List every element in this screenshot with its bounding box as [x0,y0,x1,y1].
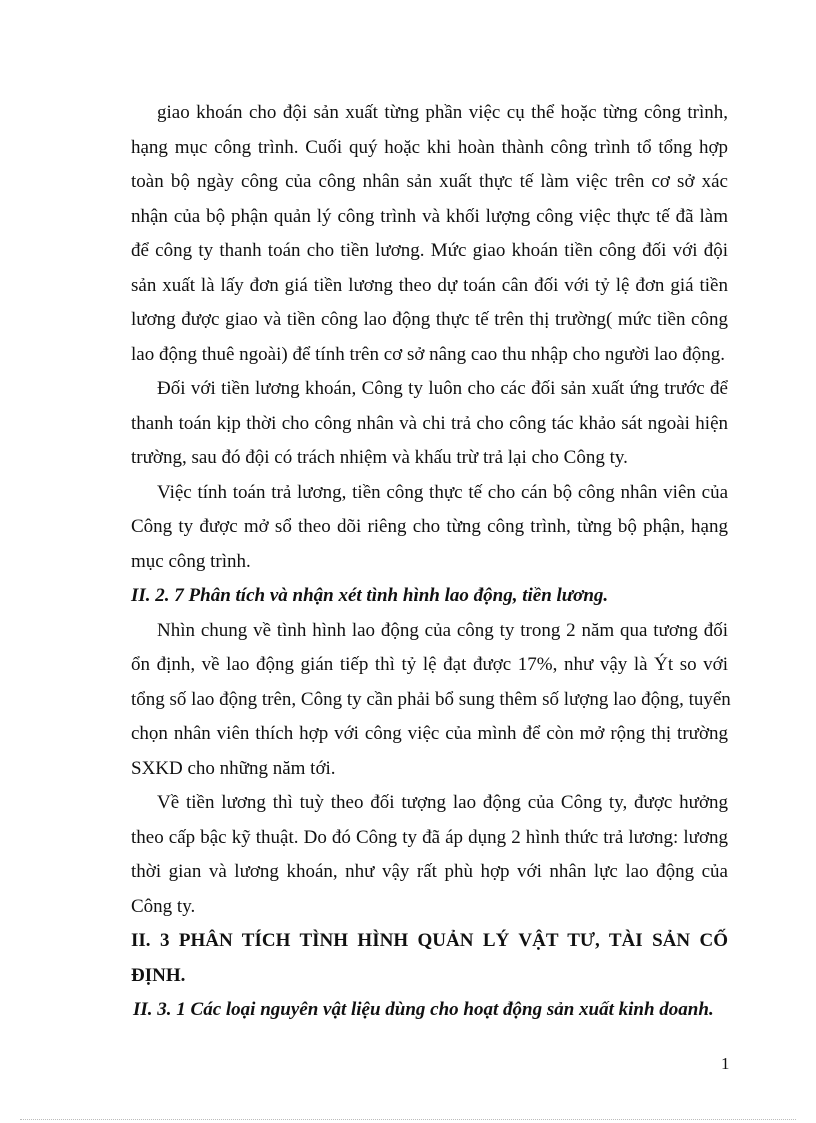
text-line: Công ty được mở sổ theo dõi riêng cho từng công trình, từng bộ phận, hạng [131,516,728,537]
text-line: giao khoán cho đội sản xuất từng phần việc cụ thể hoặc từng công trình, [157,102,728,123]
text-line: II. 2. 7 Phân tích và nhận xét tình hình lao động, tiền lương. [131,585,609,606]
paragraph [131,476,728,580]
chapter-heading [131,924,728,993]
text-line: Về tiền lương thì tuỳ theo đối tượng lao động của Công ty, được hưởng [157,792,728,813]
text-line: Công ty. [131,895,196,917]
text-line: Việc tính toán trả lương, tiền công thực tế cho cán bộ công nhân viên của [157,481,728,503]
text-line: ổn định, về lao động gián tiếp thì tỷ lệ đạt được 17%, như vậy là Ýt so với [131,654,728,675]
text-line: lương được giao và tiền công lao động thực tế trên thị trường( mức tiền công [131,309,728,330]
paragraph [131,786,728,924]
text-line: lao động thuê ngoài) để tính trên cơ sở nâng cao thu nhập cho người lao động. [131,343,725,365]
text-line: II. 3 PHÂN TÍCH TÌNH HÌNH QUẢN LÝ VẬT TƯ, TÀI SẢN CỐ [131,930,728,951]
text-line: Đối với tiền lương khoán, Công ty luôn cho các đối sản xuất ứng trước để [157,378,728,399]
text-line: thời gian và lương khoán, như vậy rất phù hợp với nhân lực lao động của [131,861,728,882]
paragraph [131,372,728,476]
text-line: nhận của bộ phận quản lý công trình và khối lượng công việc thực tế đã làm [131,205,728,227]
page-bottom-divider [20,1119,796,1120]
text-line: tổng số lao động trên, Công ty cần phải bổ sung thêm số lượng lao động, tuyển [131,688,731,710]
text-line: ĐỊNH. [131,964,186,986]
section-heading [131,579,728,614]
text-line: mục công trình. [131,550,251,572]
text-line: SXKD cho những năm tới. [131,757,336,779]
text-line: trường, sau đó đội có trách nhiệm và khấu trừ trả lại cho Công ty. [131,447,628,468]
text-line: toàn bộ ngày công của công nhân sản xuất thực tế làm việc trên cơ sở xác [131,171,728,192]
subsection-heading [131,993,728,1028]
text-line: II. 3. 1 Các loại nguyên vật liệu dùng cho hoạt động sản xuất kinh doanh. [133,999,714,1020]
paragraph [131,614,731,787]
page-number: 1 [721,1054,730,1073]
text-line: hạng mục công trình. Cuối quý hoặc khi hoàn thành công trình tổ tổng hợp [131,136,728,158]
paragraph [131,96,728,372]
text-line: để công ty thanh toán cho tiền lương. Mức giao khoán tiền công đối với đội [131,240,728,261]
text-line: theo cấp bậc kỹ thuật. Do đó Công ty đã áp dụng 2 hình thức trả lương: lương [131,826,728,848]
text-line: Nhìn chung về tình hình lao động của công ty trong 2 năm qua tương đối [157,619,728,641]
text-line: chọn nhân viên thích hợp với công việc của mình để còn mở rộng thị trường [131,723,728,744]
text-line: thanh toán kịp thời cho công nhân và chi trả cho công tác khảo sát ngoài hiện [131,412,728,434]
text-line: sản xuất là lấy đơn giá tiền lương theo dự toán cân đối với tỷ lệ đơn giá tiền [131,274,728,296]
document-body [131,96,731,1028]
